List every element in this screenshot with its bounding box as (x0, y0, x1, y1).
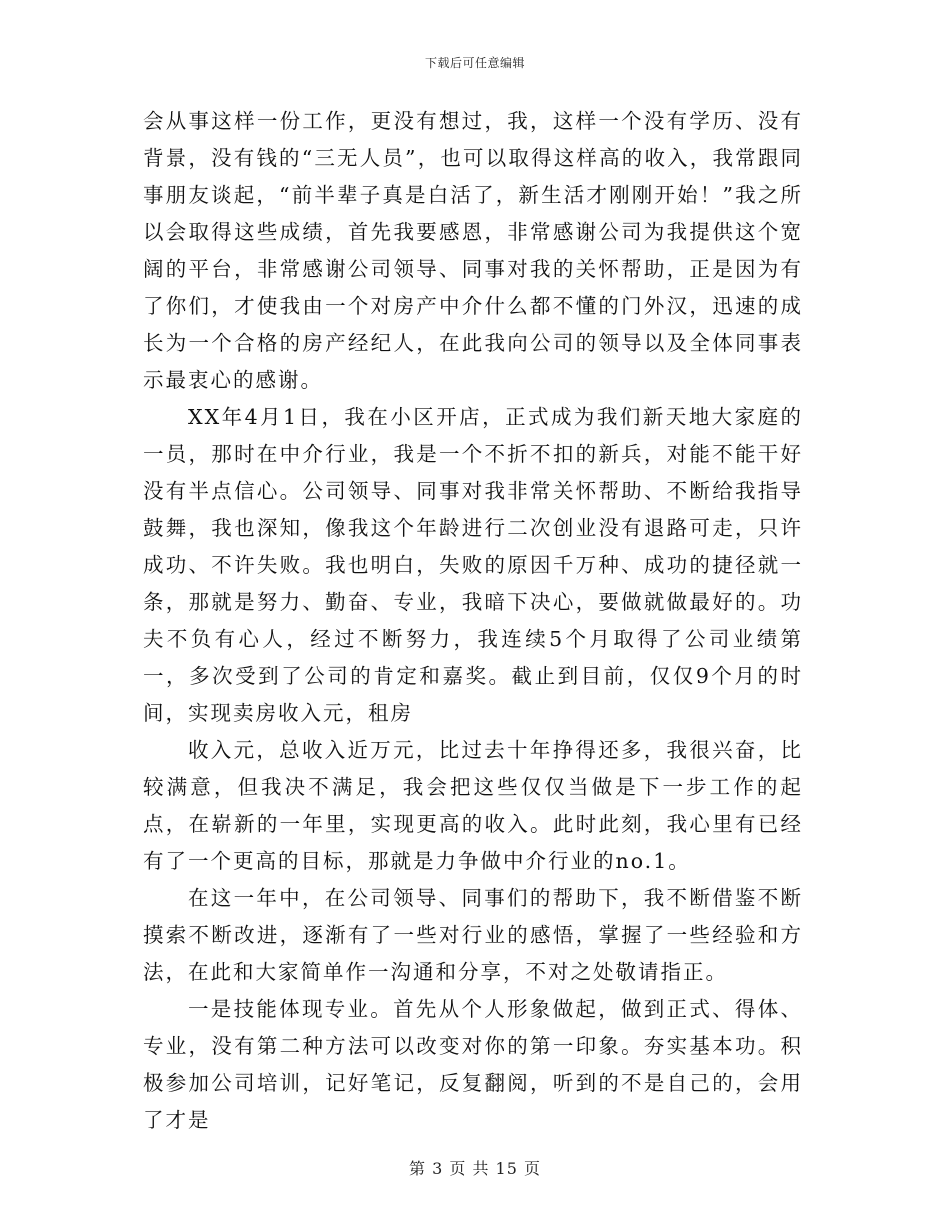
paragraph-2: XX年4月1日，我在小区开店，正式成为我们新天地大家庭的一员，那时在中介行业，我是一个不折不扣的新兵，对能不能干好没有半点信心。公司领导、同事对我非常关怀帮助、不断给我指导鼓舞，我也深知，像我这个年龄进行二次创业没有退路可走，只许成功、不许失败。我也明白，失败的原因千万种、成功的捷径就一条，那就是努力、勤奋、专业，我暗下决心，要做就做最好的。功夫不负有心人，经过不断努力，我连续5个月取得了公司业绩第一，多次受到了公司的肯定和嘉奖。截止到目前，仅仅9个月的时间，实现卖房收入元，租房 (143, 405, 803, 725)
paragraph-1: 会从事这样一份工作，更没有想过，我，这样一个没有学历、没有背景，没有钱的“三无人员”，也可以取得这样高的收入，我常跟同事朋友谈起，“前半辈子真是白活了，新生活才刚刚开始！”我之所以会取得这些成绩，首先我要感恩，非常感谢公司为我提供这个宽阔的平台，非常感谢公司领导、同事对我的关怀帮助，正是因为有了你们，才使我由一个对房产中介什么都不懂的门外汉，迅速的成长为一个合格的房产经纪人，在此我向公司的领导以及全体同事表示最衷心的感谢。 (143, 109, 803, 392)
document-body (143, 103, 803, 1139)
page-header: 下载后可任意编辑 (424, 56, 525, 70)
paragraph-5: 一是技能体现专业。首先从个人形象做起，做到正式、得体、专业，没有第二种方法可以改变对你的第一印象。夯实基本功。积极参加公司培训，记好笔记，反复翻阅，听到的不是自己的，会用了才是 (143, 997, 803, 1132)
paragraph-3: 收入元，总收入近万元，比过去十年挣得还多，我很兴奋，比较满意，但我决不满足，我会把这些仅仅当做是下一步工作的起点，在崭新的一年里，实现更高的收入。此时此刻，我心里有已经有了一个更高的目标，那就是力争做中介行业的no.1。 (143, 738, 803, 873)
page-number-footer: 第 3 页 共 15 页 (409, 1159, 541, 1178)
paragraph-4: 在这一年中，在公司领导、同事们的帮助下，我不断借鉴不断摸索不断改进，逐渐有了一些对行业的感悟，掌握了一些经验和方法，在此和大家简单作一沟通和分享，不对之处敬请指正。 (143, 886, 803, 984)
